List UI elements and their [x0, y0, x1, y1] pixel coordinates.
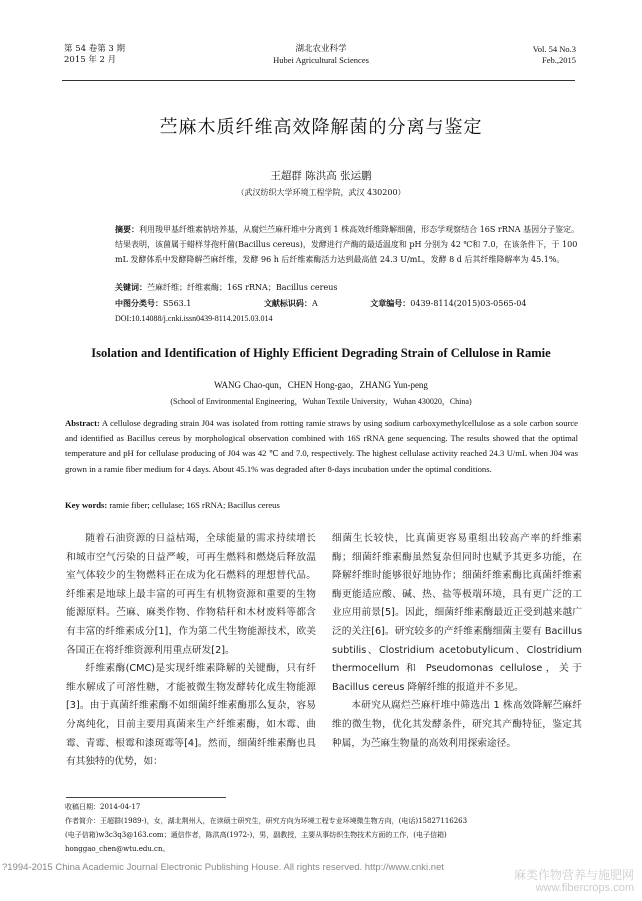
abstract-en-text: A cellulose degrading strain J04 was isolated from rotting ramie straws by using sodium carboxymethylcellulose as a sole carbon source and identified as Bacillus cereus by morphological observation combined with 16S rRNA gene sequencing. The results showed that the optimal temperature and pH for cellulase producing of J04 was 42 ℃ and 7.0, respectively. The highest cellulase activity reached 24.3 U/mL when J04 was grown in a ramie fiber medium for 4 days. About 45.1% was degraded after 8-days incubation under the optimal conditions.	[65, 418, 578, 474]
affiliation-zh: （武汉纺织大学环境工程学院，武汉 430200）	[236, 188, 406, 197]
watermark-url: www.fibercrops.com	[535, 882, 634, 894]
title-en: Isolation and Identification of Highly Efficient Degrading Strain of Cellulose in Ramie	[91, 346, 551, 360]
keywords-zh-label: 关键词：	[115, 282, 147, 292]
corresponding-email: honggao_chen@wtu.edu.cn。	[65, 845, 170, 853]
doc-code-value: A	[311, 299, 318, 308]
volume-en: Vol. 54 No.3	[532, 44, 576, 54]
clc-value: S563.1	[163, 299, 192, 308]
journal-name-en: Hubei Agricultural Sciences	[273, 55, 369, 65]
authors-zh: 王超群 陈洪高 张运鹏	[270, 170, 372, 182]
watermark-zh: 麻类作物营养与施肥网	[513, 868, 634, 882]
copyright-line: ?1994-2015 China Academic Journal Electronic Publishing House. All rights reserved. http://www.cnki.net	[2, 862, 444, 873]
abstract-zh-text: 利用羧甲基纤维素钠培养基，从腐烂苎麻杆堆中分离到 1 株高效纤维降解细菌，形态学观察结合 16S rRNA 基因分子鉴定。结果表明，该菌属于蜡样芽孢杆菌(Bacillus cereus)，发酵进行产酶的最适温度和 pH 分别为 42 ℃和 7.0，在该条件下，于 100 mL 发酵体系中发酵降解苎麻纤维，发酵 96 h 后纤维素酶活力达到最高值 24.3 U/mL，发酵 8 d 后其纤维降解率为 45.1%。	[115, 225, 580, 264]
footnote-rule	[66, 797, 226, 798]
received-date: 收稿日期：2014-04-17	[65, 803, 141, 811]
body-left-column	[66, 530, 316, 772]
abstract-en	[65, 416, 578, 477]
author-contact: (电子信箱)w3c3q3@163.com；通信作者，陈洪高(1972-)，男，副教授，主要从事纺织生物技术方面的工作，(电子信箱)	[65, 831, 447, 839]
footnote	[65, 800, 585, 856]
author-bio: 作者简介：王超群(1989-)，女，湖北荆州人，在读硕士研究生，研究方向为环境工程专业环境微生物方向，(电话)15827116263	[65, 817, 468, 825]
body-paragraph: 本研究从腐烂苎麻杆堆中筛选出 1 株高效降解苎麻纤维的微生物，优化其发酵条件，研究其产酶特征，鉴定其种属，为苎麻生物量的高效利用探索途径。	[332, 700, 582, 749]
date-en: Feb.,2015	[542, 55, 576, 65]
body-right-column	[332, 530, 582, 753]
authors-en: WANG Chao-qun，CHEN Hong-gao，ZHANG Yun-peng	[214, 380, 428, 390]
clc-label: 中图分类号：	[115, 298, 163, 308]
classification-row	[115, 298, 585, 309]
article-no-value: 0439-8114(2015)03-0565-04	[410, 299, 527, 308]
journal-volume	[533, 44, 576, 66]
body-paragraph: 随着石油资源的日益枯竭，全球能量的需求持续增长和城市空气污染的日益严峻，可再生燃料和燃烧后释放温室气体较少的生物燃料正在成为化石燃料的理想替代品。纤维素是地球上最丰富的可再生有机物资源和重要的生物能源原料。苎麻、麻类作物、作物秸秆和木材废料等都含有丰富的纤维素成分[1]，作为第二代生物能源技术，欧美各国正在将纤维资源利用重点研发[2]。	[66, 533, 316, 656]
abstract-en-label: Abstract:	[65, 418, 100, 428]
keywords-zh	[115, 282, 337, 293]
body-paragraph: 纤维素酶(CMC)是实现纤维素降解的关键酶，只有纤维水解成了可溶性糖，才能被微生物发酵转化成生物能源[3]。由于真菌纤维素酶不如细菌纤维素酶那么复杂，容易分离纯化，目前主要用真菌来生产纤维素酶，如木霉、曲霉、青霉、根霉和漆斑霉等[4]。然而，细菌纤维素酶也具有其独特的优势，如：	[66, 663, 316, 768]
keywords-en	[65, 500, 280, 510]
issue-volume: 第 54 卷第 3 期	[64, 44, 126, 54]
abstract-zh-label: 摘要：	[115, 224, 139, 234]
abstract-zh	[115, 222, 585, 267]
keywords-zh-text: 苎麻纤维；纤维素酶；16S rRNA；Bacillus cereus	[147, 283, 338, 292]
paper-title: 苎麻木质纤维高效降解菌的分离与鉴定	[159, 117, 483, 138]
journal-name-zh: 湖北农业科学	[295, 44, 347, 54]
doc-code-label: 文献标识码：	[263, 298, 312, 308]
affiliation-en: (School of Environmental Engineering，Wuhan Textile University，Wuhan 430020，China)	[170, 397, 472, 406]
keywords-en-text: ramie fiber; cellulase; 16S rRNA; Bacillus cereus	[109, 500, 280, 510]
keywords-en-label: Key words:	[65, 500, 108, 510]
body-paragraph: 细菌生长较快，比真菌更容易重组出较高产率的纤维素酶；细菌纤维素酶虽然复杂但同时也赋予其更多功能，在降解纤维时能够很好地协作；细菌纤维素酶比真菌纤维素酶更能适应酸、碱、热、盐等极端环境，具有更广泛的工业应用前景[5]。因此，细菌纤维素酶最近正受到越来越广泛的关注[6]。研究较多的产纤维素酶细菌主要有 Bacillus subtilis、Clostridium acetobutylicum、Clostridium thermocellum 和 Pseudomonas cellulose，关于 Bacillus cereus 降解纤维的报道并不多见。	[332, 533, 582, 693]
doi: DOI:10.14088/j.cnki.issn0439-8114.2015.03.014	[115, 314, 273, 323]
issue-date: 2015 年 2 月	[64, 55, 117, 65]
article-no-label: 文章编号：	[370, 298, 411, 308]
header-rule	[62, 80, 575, 81]
